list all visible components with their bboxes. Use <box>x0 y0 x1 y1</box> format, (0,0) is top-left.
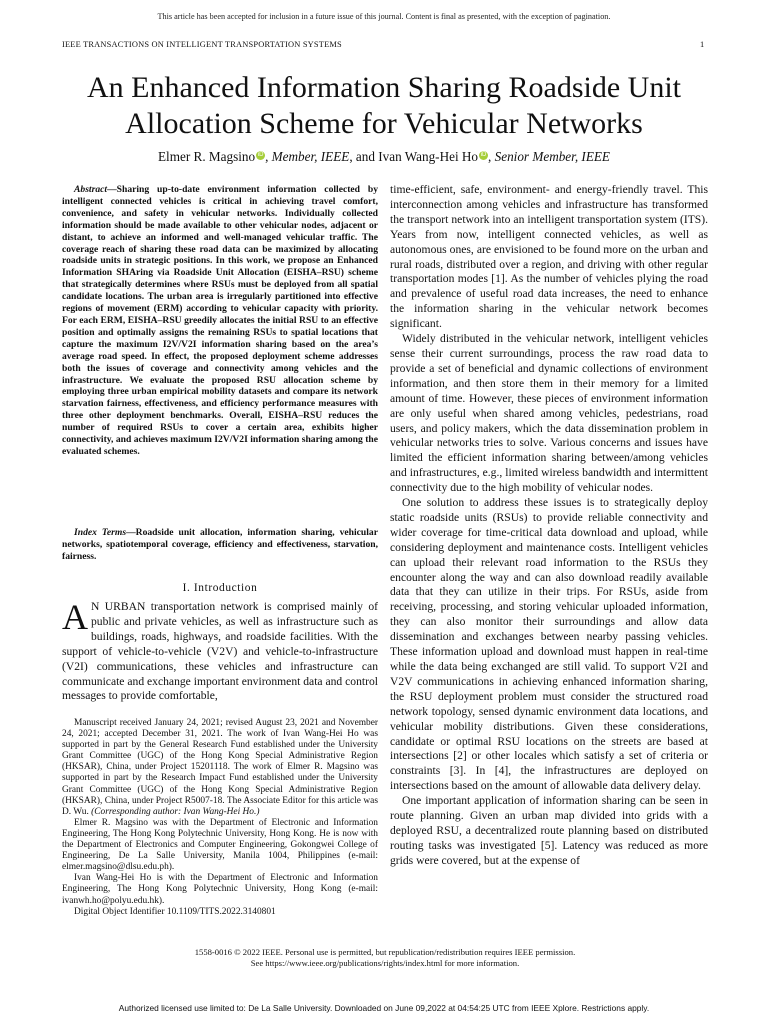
footnote-author-1: Elmer R. Magsino was with the Department of Electronic and Information Engineering, The Hong Kong Polytechnic University, Hong Kong. He is now with the Department of Electronics and Computer Engineering, Gokongwei College of Engineering, De La Salle University, Manila 1004, Philippines (e-mail: elmer.magsino@dlsu.edu.ph). <box>62 817 378 873</box>
title-line-2: Allocation Scheme for Vehicular Networks <box>125 107 643 140</box>
index-terms <box>62 527 378 563</box>
paragraph-1: time-efficient, safe, environment- and energy-friendly travel. This interconnection among vehicles and infrastructure has transformed the transport network into an intelligent transportation system (ITS). Years from now, intelligent connected vehicles, as well as autonomous ones, are envisioned to be found more on the urban and rural roads, distributed over a region, and driving with other regular transportation modes [1]. As the number of vehicles plying the road and prevalence of useful road data increases, the need to enhance the information sharing in the vehicular network becomes significant. <box>390 183 708 331</box>
drop-cap: A <box>62 597 88 637</box>
section-heading: I. Introduction <box>182 582 258 594</box>
index-terms-text: Roadside unit allocation, information sharing, vehicular networks, spatiotemporal coverage, efficiency and effectiveness, starvation, fairness. <box>62 527 378 562</box>
abstract <box>62 184 378 458</box>
footnote-doi: Digital Object Identifier 10.1109/TITS.2022.3140801 <box>74 906 276 917</box>
page-number: 1 <box>700 40 705 49</box>
paragraph-2: Widely distributed in the vehicular network, intelligent vehicles sense their current surroundings, process the raw road data to provide a set of beneficial and dynamic collections of environment information, and then store them in their memory for a limited amount of time. However, these pieces of environment information are only useful when shared among vehicles, pedestrians, road users, and policy makers, which the data dissemination problem in vehicular networks tries to solve. Various concerns and issues have limited the efficient information sharing between/among vehicles and infrastructures, e.g., limited wireless bandwidth and intermittent connectivity due to the high mobility of vehicular nodes. <box>390 332 708 495</box>
license-notice: Authorized licensed use limited to: De La Salle University. Downloaded on June 09,2022 at 04:54:25 UTC from IEEE Xplore. Restrictions apply. <box>118 1003 650 1013</box>
intro-text: N URBAN transportation network is comprised mainly of public and private vehicles, as well as infrastructure such as buildings, roads, highways, and roadside facilities. With the support of vehicle-to-vehicle (V2V) and vehicle-to-infrastructure (V2I) communications, these vehicles and infrastructure can communicate and exchange important environment data and control messages to provide comfortable, <box>62 600 378 703</box>
abstract-dash: — <box>107 184 117 195</box>
intro-paragraph <box>62 597 378 704</box>
author-1-name: Elmer R. Magsino <box>158 149 256 164</box>
paper-title <box>40 70 728 142</box>
footnote-author-2: Ivan Wang-Hei Ho is with the Department of Electronic and Information Engineering, The Hong Kong Polytechnic University, Hong Kong (e-mail: ivanwh.ho@polyu.edu.hk). <box>62 873 378 906</box>
author-1-role: Member, IEEE <box>271 149 350 164</box>
author-conjunction: , and <box>349 149 379 164</box>
abstract-label: Abstract <box>74 184 108 195</box>
copyright-line-2: See https://www.ieee.org/publications/rights/index.html for more information. <box>250 958 520 968</box>
copyright-notice <box>62 947 708 969</box>
index-terms-dash: — <box>126 527 136 538</box>
right-column <box>390 183 708 869</box>
author-line: Elmer R. Magsino iD , Member, IEEE, and Ivan Wang-Hei Ho iD , Senior Member, IEEE <box>158 149 610 164</box>
running-head: IEEE TRANSACTIONS ON INTELLIGENT TRANSPORTATION SYSTEMS <box>62 40 342 49</box>
footnotes <box>62 718 378 918</box>
orcid-icon[interactable]: iD <box>257 151 264 158</box>
acceptance-banner: This article has been accepted for inclusion in a future issue of this journal. Content is final as presented, with the exception of pagination. <box>157 12 611 21</box>
abstract-text: Sharing up-to-date environment information collected by intelligent connected vehicles is critical in achieving travel comfort, convenience, and safety in vehicular networks. Individually collected information should be made available to other vehicular nodes, adjacent or distant, to achieve an informed and well-managed vehicular traffic. The coverage reach of sharing these road data can be maximized by allocating roadside units in strategic positions. In this work, we propose an Enhanced Information SHAring via Roadside Unit Allocation (EISHA–RSU) scheme that strategically determines where RSUs must be deployed from all spatial candidate locations. The urban area is irregularly partitioned into effective regions of movement (ERM) according to vehicular capacity with priority. For each ERM, EISHA–RSU greedily allocates the initial RSU to an effective position and optimally assigns the remaining RSUs to spatial locations that capture the maximum I2V/V2I information sharing based on the area’s average road speed. In effect, the proposed deployment scheme addresses both the issues of coverage and connectivity among vehicles and the infrastructure. We evaluate the proposed RSU allocation scheme by employing three urban empirical mobility datasets and compare its network starvation fairness, effectiveness, and efficiency performance measures with three other deployment benchmarks. Overall, EISHA–RSU reduces the number of required RSUs to cover a certain area, exhibits higher connectivity, and achieves maximum I2V/V2I information sharing among the evaluated schemes. <box>62 184 378 457</box>
author-2-name: Ivan Wang-Hei Ho <box>378 149 479 164</box>
author-2-role: Senior Member, IEEE <box>494 149 610 164</box>
orcid-icon[interactable]: iD <box>480 151 487 158</box>
copyright-line-1: 1558-0016 © 2022 IEEE. Personal use is permitted, but republication/redistribution requires IEEE permission. <box>194 947 576 957</box>
title-line-1: An Enhanced Information Sharing Roadside Unit <box>86 71 682 104</box>
index-terms-label: Index Terms <box>74 527 127 538</box>
footnote-manuscript <box>62 718 378 818</box>
paragraph-4: One important application of information sharing can be seen in route planning. Given an urban map divided into grids with a deployed RSU, a decentralized route planning based on distributed routing tasks was investigated [5]. Latency was reduced as more grids were covered, but at the expense of <box>390 794 708 867</box>
paragraph-3: One solution to address these issues is to strategically deploy static roadside units (RSUs) to provide reliable connectivity and wider coverage for time-critical data download and upload, while considering deployment and maintenance costs. Intelligent vehicles can upload their relevant road information to the RSUs they encounter along the way and can also download readily available data that they can utilize in their trips. For RSUs, aside from receiving, processing, and storing vehicular uploaded information, they can also monitor their surroundings and allow data dissemination and exchanges between nearby passing vehicles. These information upload and download must happen in real-time while the data being exchanged are still valid. To support V2I and V2V communications in achieving enhanced information sharing, the RSU deployment problem must consider the structured road network topology, sensed dynamic environment data locations, and vehicular mobility distributions. Given these considerations, candidate or optimal RSU locations on the streets are based at intersections [2] or other locales which satisfy a set of criteria or constraints [3]. In [4], the infrastructures are deployed on intersections based on the amount of allowable data delivery delay. <box>390 496 708 793</box>
footnote-manuscript-text: Manuscript received January 24, 2021; revised August 23, 2021 and November 24, 2021; accepted December 31, 2021. The work of Ivan Wang-Hei Ho was supported in part by the General Research Fund established under the University Grant Committee (UGC) of the Hong Kong Special Administrative Region (HKSAR), China, under Project 15201118. The work of Elmer R. Magsino was supported in part by the Research Impact Fund established under the University Grant Committee (UGC) of the Hong Kong Special Administrative Region (HKSAR), China, under Project R5007-18. The Associate Editor for this article was D. Wu. <box>62 718 378 817</box>
corresponding-author: (Corresponding author: Ivan Wang-Hei Ho.) <box>91 806 260 817</box>
